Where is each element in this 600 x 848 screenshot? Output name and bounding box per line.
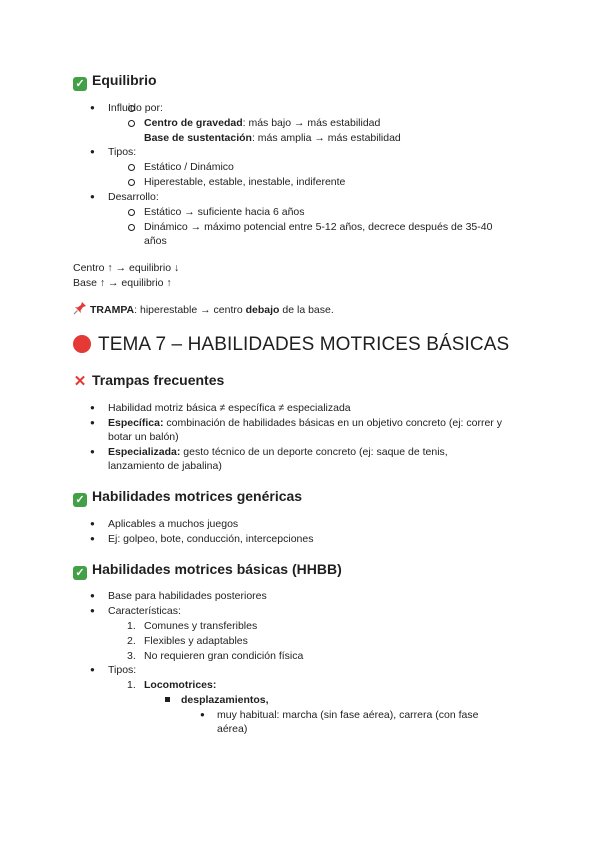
list-item-continuation: botar un balón) [108,431,179,443]
circle-bullet-icon [128,105,135,112]
list-item-continuation: aérea) [217,723,248,735]
list-number: 2. [127,635,136,647]
list-item: desplazamientos, [181,694,269,706]
list-item: Estático / Dinámico [144,161,234,173]
list-item: Desarrollo: [108,191,159,203]
heading-hhbb: ✓ Habilidades motrices básicas (HHBB) [73,560,342,580]
circle-bullet-icon [128,209,135,216]
red-circle-icon [73,335,91,353]
list-item: muy habitual: marcha (sin fase aérea), carrera (con fase [217,709,479,721]
list-item: No requieren gran condición física [144,650,304,662]
cross-mark-icon: ✕ [73,373,87,390]
bullet-icon: ● [90,591,95,600]
bullet-icon: ● [90,447,95,456]
list-item: Ej: golpeo, bote, conducción, intercepciones [108,533,314,545]
check-mark-icon: ✓ [73,493,87,507]
heading-equilibrio: ✓ Equilibrio [73,71,157,91]
list-item-continuation: años [144,235,167,247]
list-item: Base para habilidades posteriores [108,590,267,602]
list-item: Flexibles y adaptables [144,635,248,647]
list-number: 1. [127,679,136,691]
list-item: Tipos: [108,146,137,158]
bullet-icon: ● [90,519,95,528]
list-item: Dinámico → máximo potencial entre 5-12 años, decrece después de 35-40 [144,221,493,233]
list-item: Tipos: [108,664,137,676]
bullet-icon: ● [90,418,95,427]
list-item: Habilidad motriz básica ≠ específica ≠ especializada [108,402,351,414]
list-item: Hiperestable, estable, inestable, indiferente [144,176,346,188]
text-line: Centro ↑ → equilibrio ↓ [73,262,180,274]
text-line: Base ↑ → equilibrio ↑ [73,277,172,289]
pushpin-icon [73,301,87,315]
check-mark-icon: ✓ [73,77,87,91]
bullet-icon: ● [90,606,95,615]
list-number: 3. [127,650,136,662]
list-item: Características: [108,605,181,617]
bullet-icon: ● [90,147,95,156]
list-item: Centro de gravedad: más bajo → más estabilidad [144,117,381,129]
bullet-icon: ● [90,534,95,543]
list-item: Influido por: [108,102,163,114]
circle-bullet-icon [128,164,135,171]
list-item: Base de sustentación: más amplia → más estabilidad [144,132,401,144]
heading-genericas: ✓ Habilidades motrices genéricas [73,487,302,507]
bullet-icon: ● [90,103,95,112]
circle-bullet-icon [128,179,135,186]
list-item: Específica: combinación de habilidades básicas en un objetivo concreto (ej: correr y [108,417,502,429]
bullet-icon: ● [200,710,205,719]
list-item: Especializada: gesto técnico de un deporte concreto (ej: saque de tenis, [108,446,448,458]
heading-trampas: ✕ Trampas frecuentes [73,372,225,390]
list-item: Locomotrices: [144,679,217,691]
page-title: TEMA 7 – HABILIDADES MOTRICES BÁSICAS [73,333,509,357]
list-item: Aplicables a muchos juegos [108,518,239,530]
list-item: Comunes y transferibles [144,620,258,632]
list-item: Estático → suficiente hacia 6 años [144,206,305,218]
square-bullet-icon [165,697,170,702]
bullet-icon: ● [90,192,95,201]
check-mark-icon: ✓ [73,566,87,580]
bullet-icon: ● [90,403,95,412]
bullet-icon: ● [90,665,95,674]
list-number: 1. [127,620,136,632]
list-item-continuation: lanzamiento de jabalina) [108,460,222,472]
circle-bullet-icon [128,224,135,231]
trampa-note: TRAMPA: hiperestable → centro debajo de la base. [73,301,334,317]
circle-bullet-icon [128,120,135,127]
